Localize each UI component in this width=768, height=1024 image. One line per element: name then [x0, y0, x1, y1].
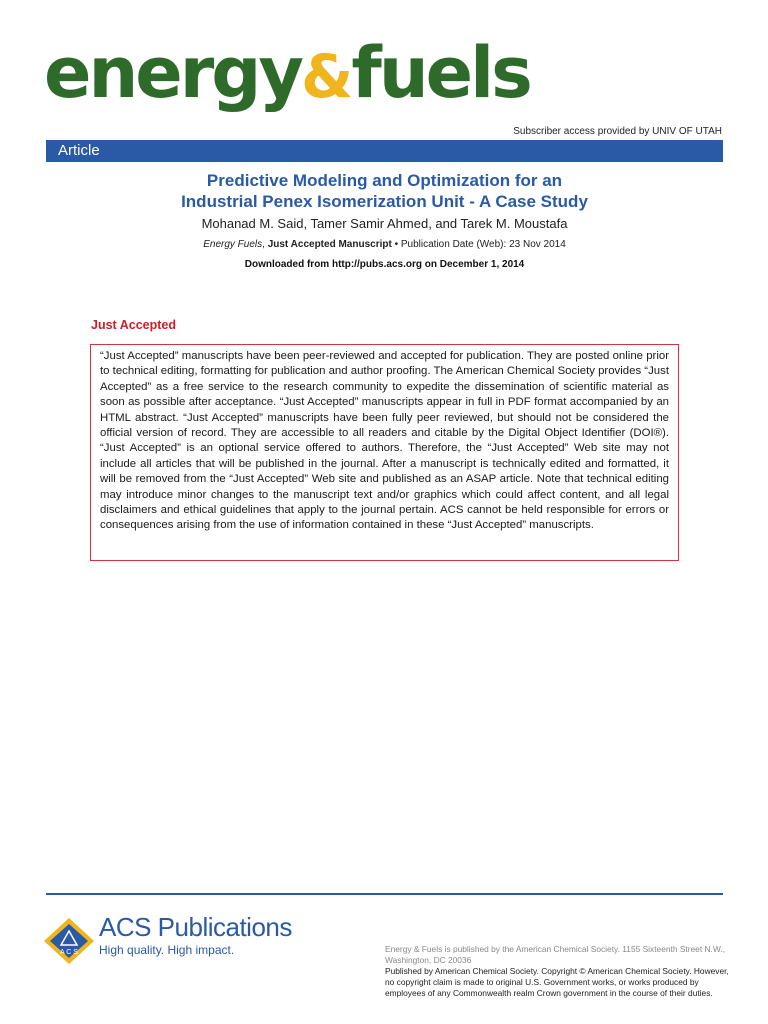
title-line-2: Industrial Penex Isomerization Unit - A Case Study	[181, 192, 588, 211]
article-title	[46, 170, 723, 212]
publisher-address: Energy & Fuels is published by the American Chemical Society. 1155 Sixteenth Street N.W., Washington, DC 20036	[385, 944, 725, 965]
acs-tagline: High quality. High impact.	[99, 943, 235, 957]
copyright-notice: Published by American Chemical Society. Copyright © American Chemical Society. However, no copyright claim is made to original U.S. Government works, or works produced by employees of any Commonwealth realm Crown government in the course of their duties.	[385, 966, 729, 998]
just-accepted-body: “Just Accepted” manuscripts have been peer-reviewed and accepted for publication. They are posted online prior to technical editing, formatting for publication and author proofing. The American Chemical Society provides “Just Accepted” as a free service to the research community to expedite the dissemination of scientific material as soon as possible after acceptance. “Just Accepted” manuscripts appear in full in PDF format accompanied by an HTML abstract. “Just Accepted” manuscripts have been fully peer reviewed, but should not be considered the official version of record. They are accessible to all readers and citable by the Digital Object Identifier (DOI®). “Just Accepted” is an optional service offered to authors. Therefore, the “Just Accepted” Web site may not include all articles that will be published in the journal. After a manuscript is technically edited and formatted, it will be removed from the “Just Accepted” Web site and published as an ASAP article. Note that technical editing may introduce minor changes to the manuscript text and/or graphics which could affect content, and all legal disclaimers and ethical guidelines that apply to the journal pertain. ACS cannot be held responsible for errors or consequences arising from the use of information contained in these “Just Accepted” manuscripts.	[100, 350, 669, 532]
just-accepted-notice	[90, 344, 679, 561]
journal-name: Energy Fuels	[203, 239, 263, 250]
publisher-notice	[385, 944, 730, 999]
subscriber-access-note: Subscriber access provided by UNIV OF UTAH	[513, 126, 722, 137]
just-accepted-heading: Just Accepted	[91, 318, 176, 332]
journal-separator: ,	[262, 239, 268, 250]
logo-word-energy: energy	[44, 32, 302, 114]
publication-date: • Publication Date (Web): 23 Nov 2014	[391, 239, 566, 250]
section-label: Article	[58, 142, 100, 159]
download-note: Downloaded from http://pubs.acs.org on December 1, 2014	[244, 259, 525, 270]
footer-divider	[46, 893, 723, 895]
manuscript-status: Just Accepted Manuscript	[267, 239, 392, 250]
acs-logo-icon	[44, 918, 94, 964]
publication-info	[46, 239, 723, 250]
logo-word-fuels: fuels	[351, 32, 530, 114]
journal-logo	[44, 32, 530, 114]
article-section-bar	[46, 140, 723, 162]
acs-publications-brand: ACS Publications	[99, 912, 292, 942]
logo-ampersand: &	[301, 42, 352, 112]
title-line-1: Predictive Modeling and Optimization for an	[206, 171, 563, 190]
article-authors: Mohanad M. Said, Tamer Samir Ahmed, and Tarek M. Moustafa	[201, 216, 568, 231]
acs-logo-letters: A C S	[60, 949, 78, 956]
